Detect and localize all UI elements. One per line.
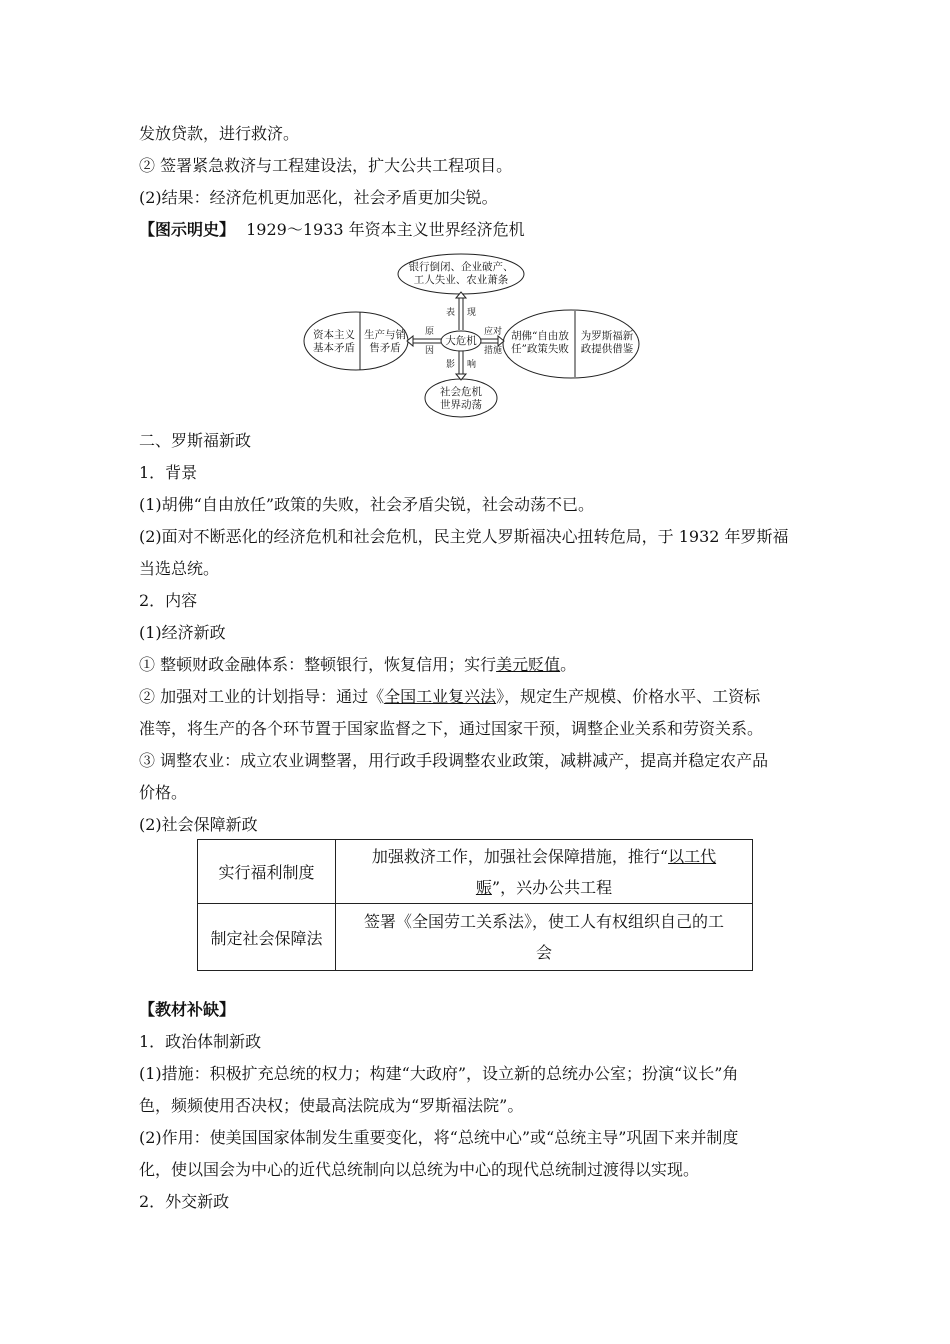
supplement-1b: (2)作用：使美国国家体制发生重要变化，将“总统中心”或“总统主导”巩固下来并制度 [139, 1128, 739, 1147]
economic-2-post: 》，规定生产规模、价格水平、工资标 [496, 687, 761, 706]
left-inner-2: 售矛盾 [369, 342, 401, 354]
arrow-label-yuan: 原 [425, 327, 435, 337]
economic-2-underline: 全国工业复兴法 [384, 687, 497, 706]
supplement-1a: (1)措施：积极扩充总统的权力；构建“大政府”，设立新的总统办公室；扮演“议长”角 [139, 1064, 739, 1083]
social-security-table [197, 839, 753, 971]
economic-1-underline: 美元贬值 [496, 655, 561, 674]
supplement-heading: 【教材补缺】 [139, 1000, 236, 1019]
table-cell-head: 制定社会保障法 [198, 904, 336, 971]
table-cell-head: 实行福利制度 [198, 840, 336, 904]
economic-2-pre: ② 加强对工业的计划指导：通过《 [139, 687, 385, 706]
economic-1-pre: ① 整顿财政金融体系：整顿银行，恢复信用；实行 [139, 655, 497, 674]
line-3: (2)结果：经济危机更加恶化，社会矛盾更加尖锐。 [139, 188, 498, 207]
left-inner-1: 生产与销 [364, 329, 406, 341]
right-inner-1: 胡佛“自由放 [511, 330, 569, 342]
content-heading: 2．内容 [139, 591, 198, 610]
supplement-1: 1．政治体制新政 [139, 1032, 262, 1051]
social-heading: (2)社会保障新政 [139, 815, 258, 834]
line-2: ② 签署紧急救济与工程建设法，扩大公共工程项目。 [139, 156, 513, 175]
line-1: 发放贷款，进行救济。 [139, 124, 300, 143]
arrow-label-yin: 因 [425, 346, 435, 356]
table-cell-body: 加强救济工作，加强社会保障措施，推行“以工代 赈”，兴办公共工程 [336, 840, 753, 904]
background-2a: (2)面对不断恶化的经济危机和社会危机，民主党人罗斯福决心扭转危局，于 1932 年罗斯福 [139, 527, 789, 546]
right-inner-2: 任”政策失败 [511, 343, 569, 355]
economic-3b: 价格。 [139, 783, 188, 802]
economic-3: ③ 调整农业：成立农业调整署，用行政手段调整农业政策，减耕减产，提高并稳定农产品 [139, 751, 769, 770]
economic-2b: 准等，将生产的各个环节置于国家监督之下，通过国家干预，调整企业关系和劳资关系。 [139, 719, 764, 738]
table-row [198, 840, 753, 904]
arrow-label-cuoshi: 措施 [484, 346, 503, 356]
top-label-2: 工人失业、农业萧条 [413, 274, 509, 286]
bottom-label-1: 社会危机 [440, 386, 482, 398]
figure-title: 1929～1933 年资本主义世界经济危机 [246, 220, 525, 239]
supplement-1b2: 化，使以国会为中心的近代总统制向以总统为中心的现代总统制过渡得以实现。 [139, 1160, 700, 1179]
right-outer-2: 政提供借鉴 [580, 343, 634, 355]
arrow-up [456, 292, 466, 298]
economic-2 [139, 687, 760, 707]
background-1: (1)胡佛“自由放任”政策的失败，社会矛盾尖锐，社会动荡不已。 [139, 495, 595, 514]
left-outer-1: 资本主义 [313, 329, 355, 341]
right-outer-1: 为罗斯福新 [580, 330, 634, 342]
table-cell-body: 签署《全国劳工关系法》，使工人有权组织自己的工 会 [336, 904, 753, 971]
figure-heading [139, 220, 525, 240]
background-heading: 1．背景 [139, 463, 198, 482]
arrow-label-xian: 现 [467, 308, 477, 318]
supplement-2: 2．外交新政 [139, 1192, 230, 1211]
arrow-label-xiang: 响 [467, 360, 477, 370]
table-row [198, 904, 753, 971]
top-label-1: 银行倒闭、企业破产、 [408, 261, 514, 273]
background-2b: 当选总统。 [139, 559, 220, 578]
bottom-label-2: 世界动荡 [440, 399, 482, 411]
supplement-1a2: 色，频频使用否决权；使最高法院成为“罗斯福法院”。 [139, 1096, 524, 1115]
arrow-label-ying: 影 [446, 360, 456, 370]
left-outer-2: 基本矛盾 [313, 342, 355, 354]
crisis-diagram [300, 250, 645, 420]
economic-1 [139, 655, 576, 675]
figure-tag: 【图示明史】 [139, 220, 236, 239]
economic-heading: (1)经济新政 [139, 623, 226, 642]
economic-1-post: 。 [560, 655, 577, 674]
section-heading: 二、罗斯福新政 [139, 431, 252, 450]
arrow-label-biao: 表 [446, 308, 456, 318]
center-label: 大危机 [445, 335, 477, 347]
arrow-label-yingdui: 应对 [484, 327, 503, 337]
